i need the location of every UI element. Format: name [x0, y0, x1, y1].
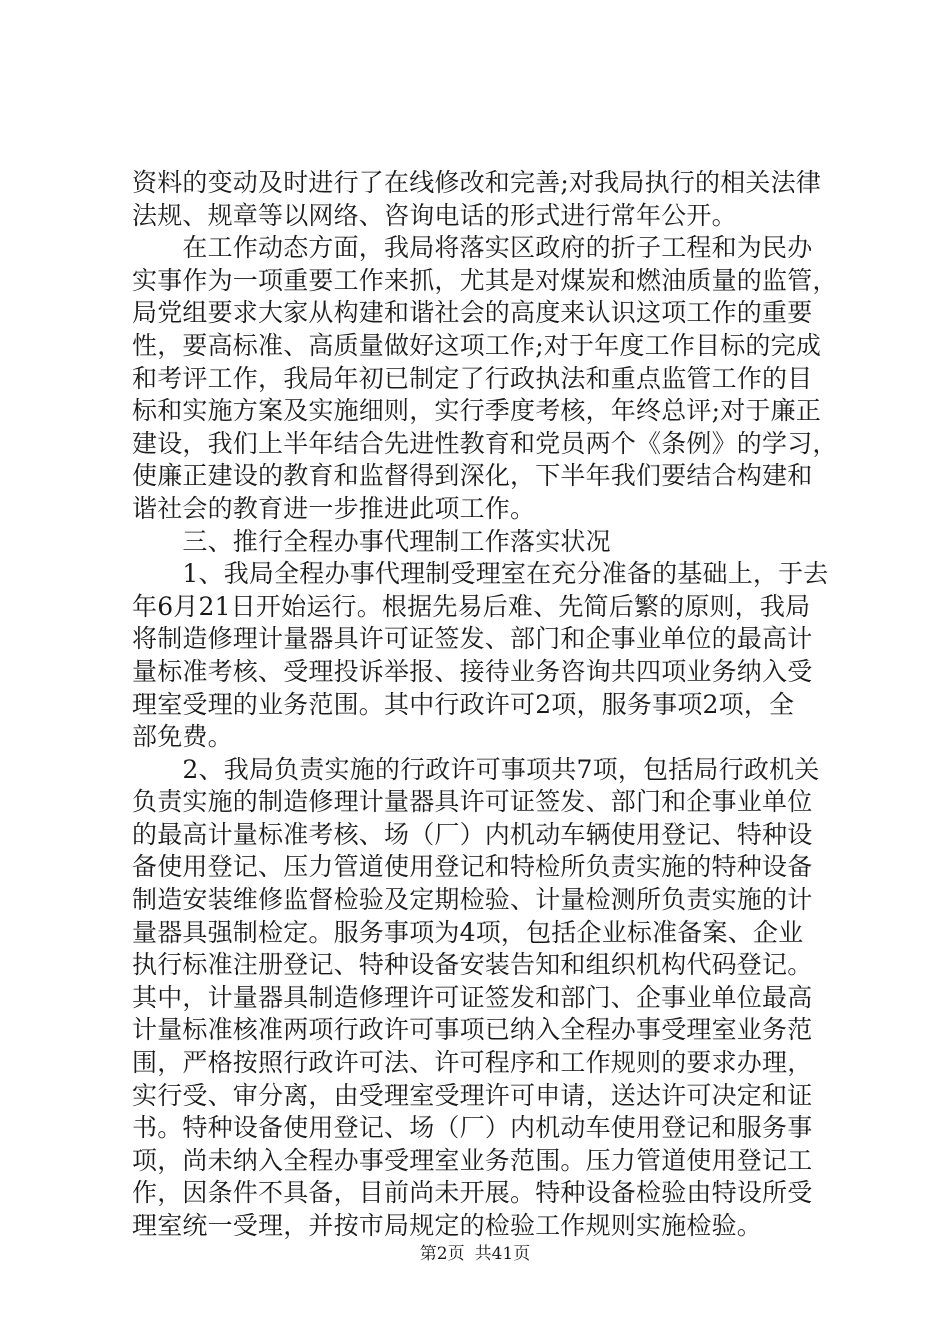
text-line: 三、推行全程办事代理制工作落实状况: [132, 526, 611, 556]
text-line: 实事作为一项重要工作来抓，尤其是对煤炭和燃油质量的监管，: [132, 265, 838, 295]
page-number: 第2页: [419, 1244, 465, 1264]
text-line: 其中，计量器具制造修理许可证签发和部门、企事业单位最高: [132, 982, 813, 1012]
page-footer: [0, 1243, 950, 1265]
text-line: 标和实施方案及实施细则，实行季度考核，年终总评;对于廉正: [132, 396, 822, 426]
text-line: 建设，我们上半年结合先进性教育和党员两个《条例》的学习，: [132, 428, 838, 458]
text-line: 谐社会的教育进一步推进此项工作。: [132, 493, 536, 523]
page-total: 共41页: [474, 1244, 531, 1264]
text-line: 年6月21日开始运行。根据先易后难、先简后繁的原则，我局: [132, 591, 811, 621]
text-line: 在工作动态方面，我局将落实区政府的折子工程和为民办: [132, 233, 813, 263]
text-line: 围，严格按照行政许可法、许可程序和工作规则的要求办理，: [132, 1048, 813, 1078]
text-line: 2、我局负责实施的行政许可事项共7项，包括局行政机关: [132, 754, 820, 784]
text-line: 制造安装维修监督检验及定期检验、计量检测所负责实施的计: [132, 885, 813, 915]
text-line: 备使用登记、压力管道使用登记和特检所负责实施的特种设备: [132, 852, 813, 882]
text-line: 将制造修理计量器具许可证签发、部门和企事业单位的最高计: [132, 624, 813, 654]
text-line: 使廉正建设的教育和监督得到深化，下半年我们要结合构建和: [132, 461, 813, 491]
body-text: [132, 167, 838, 1243]
text-line: 法规、规章等以网络、咨询电话的形式进行常年公开。: [132, 200, 737, 230]
text-line: 执行标准注册登记、特种设备安装告知和组织机构代码登记。: [132, 950, 813, 980]
text-line: 计量标准核准两项行政许可事项已纳入全程办事受理室业务范: [132, 1015, 813, 1045]
text-line: 书。特种设备使用登记、场（厂）内机动车使用登记和服务事: [132, 1113, 813, 1143]
text-line: 资料的变动及时进行了在线修改和完善;对我局执行的相关法律: [132, 168, 822, 197]
text-line: 性，要高标准、高质量做好这项工作;对于年度工作目标的完成: [132, 330, 822, 360]
text-line: 的最高计量标准考核、场（厂）内机动车辆使用登记、特种设: [132, 819, 813, 849]
text-line: 局党组要求大家从构建和谐社会的高度来认识这项工作的重要: [132, 298, 813, 328]
text-line: 量器具强制检定。服务事项为4项，包括企业标准备案、企业: [132, 917, 804, 947]
text-line: 1、我局全程办事代理制受理室在充分准备的基础上，于去: [132, 559, 829, 589]
text-line: 项，尚未纳入全程办事受理室业务范围。压力管道使用登记工: [132, 1145, 813, 1175]
text-line: 负责实施的制造修理计量器具许可证签发、部门和企事业单位: [132, 787, 813, 817]
text-line: 作，因条件不具备，目前尚未开展。特种设备检验由特设所受: [132, 1178, 813, 1208]
text-line: 部免费。: [132, 722, 233, 752]
text-line: 和考评工作，我局年初已制定了行政执法和重点监管工作的目: [132, 363, 813, 393]
text-line: 理室受理的业务范围。其中行政许可2项，服务事项2项，全: [132, 689, 795, 719]
text-line: 实行受、审分离，由受理室受理许可申请，送达许可决定和证: [132, 1080, 813, 1110]
text-line: 理室统一受理，并按市局规定的检验工作规则实施检验。: [132, 1211, 763, 1240]
text-line: 量标准考核、受理投诉举报、接待业务咨询共四项业务纳入受: [132, 656, 813, 686]
